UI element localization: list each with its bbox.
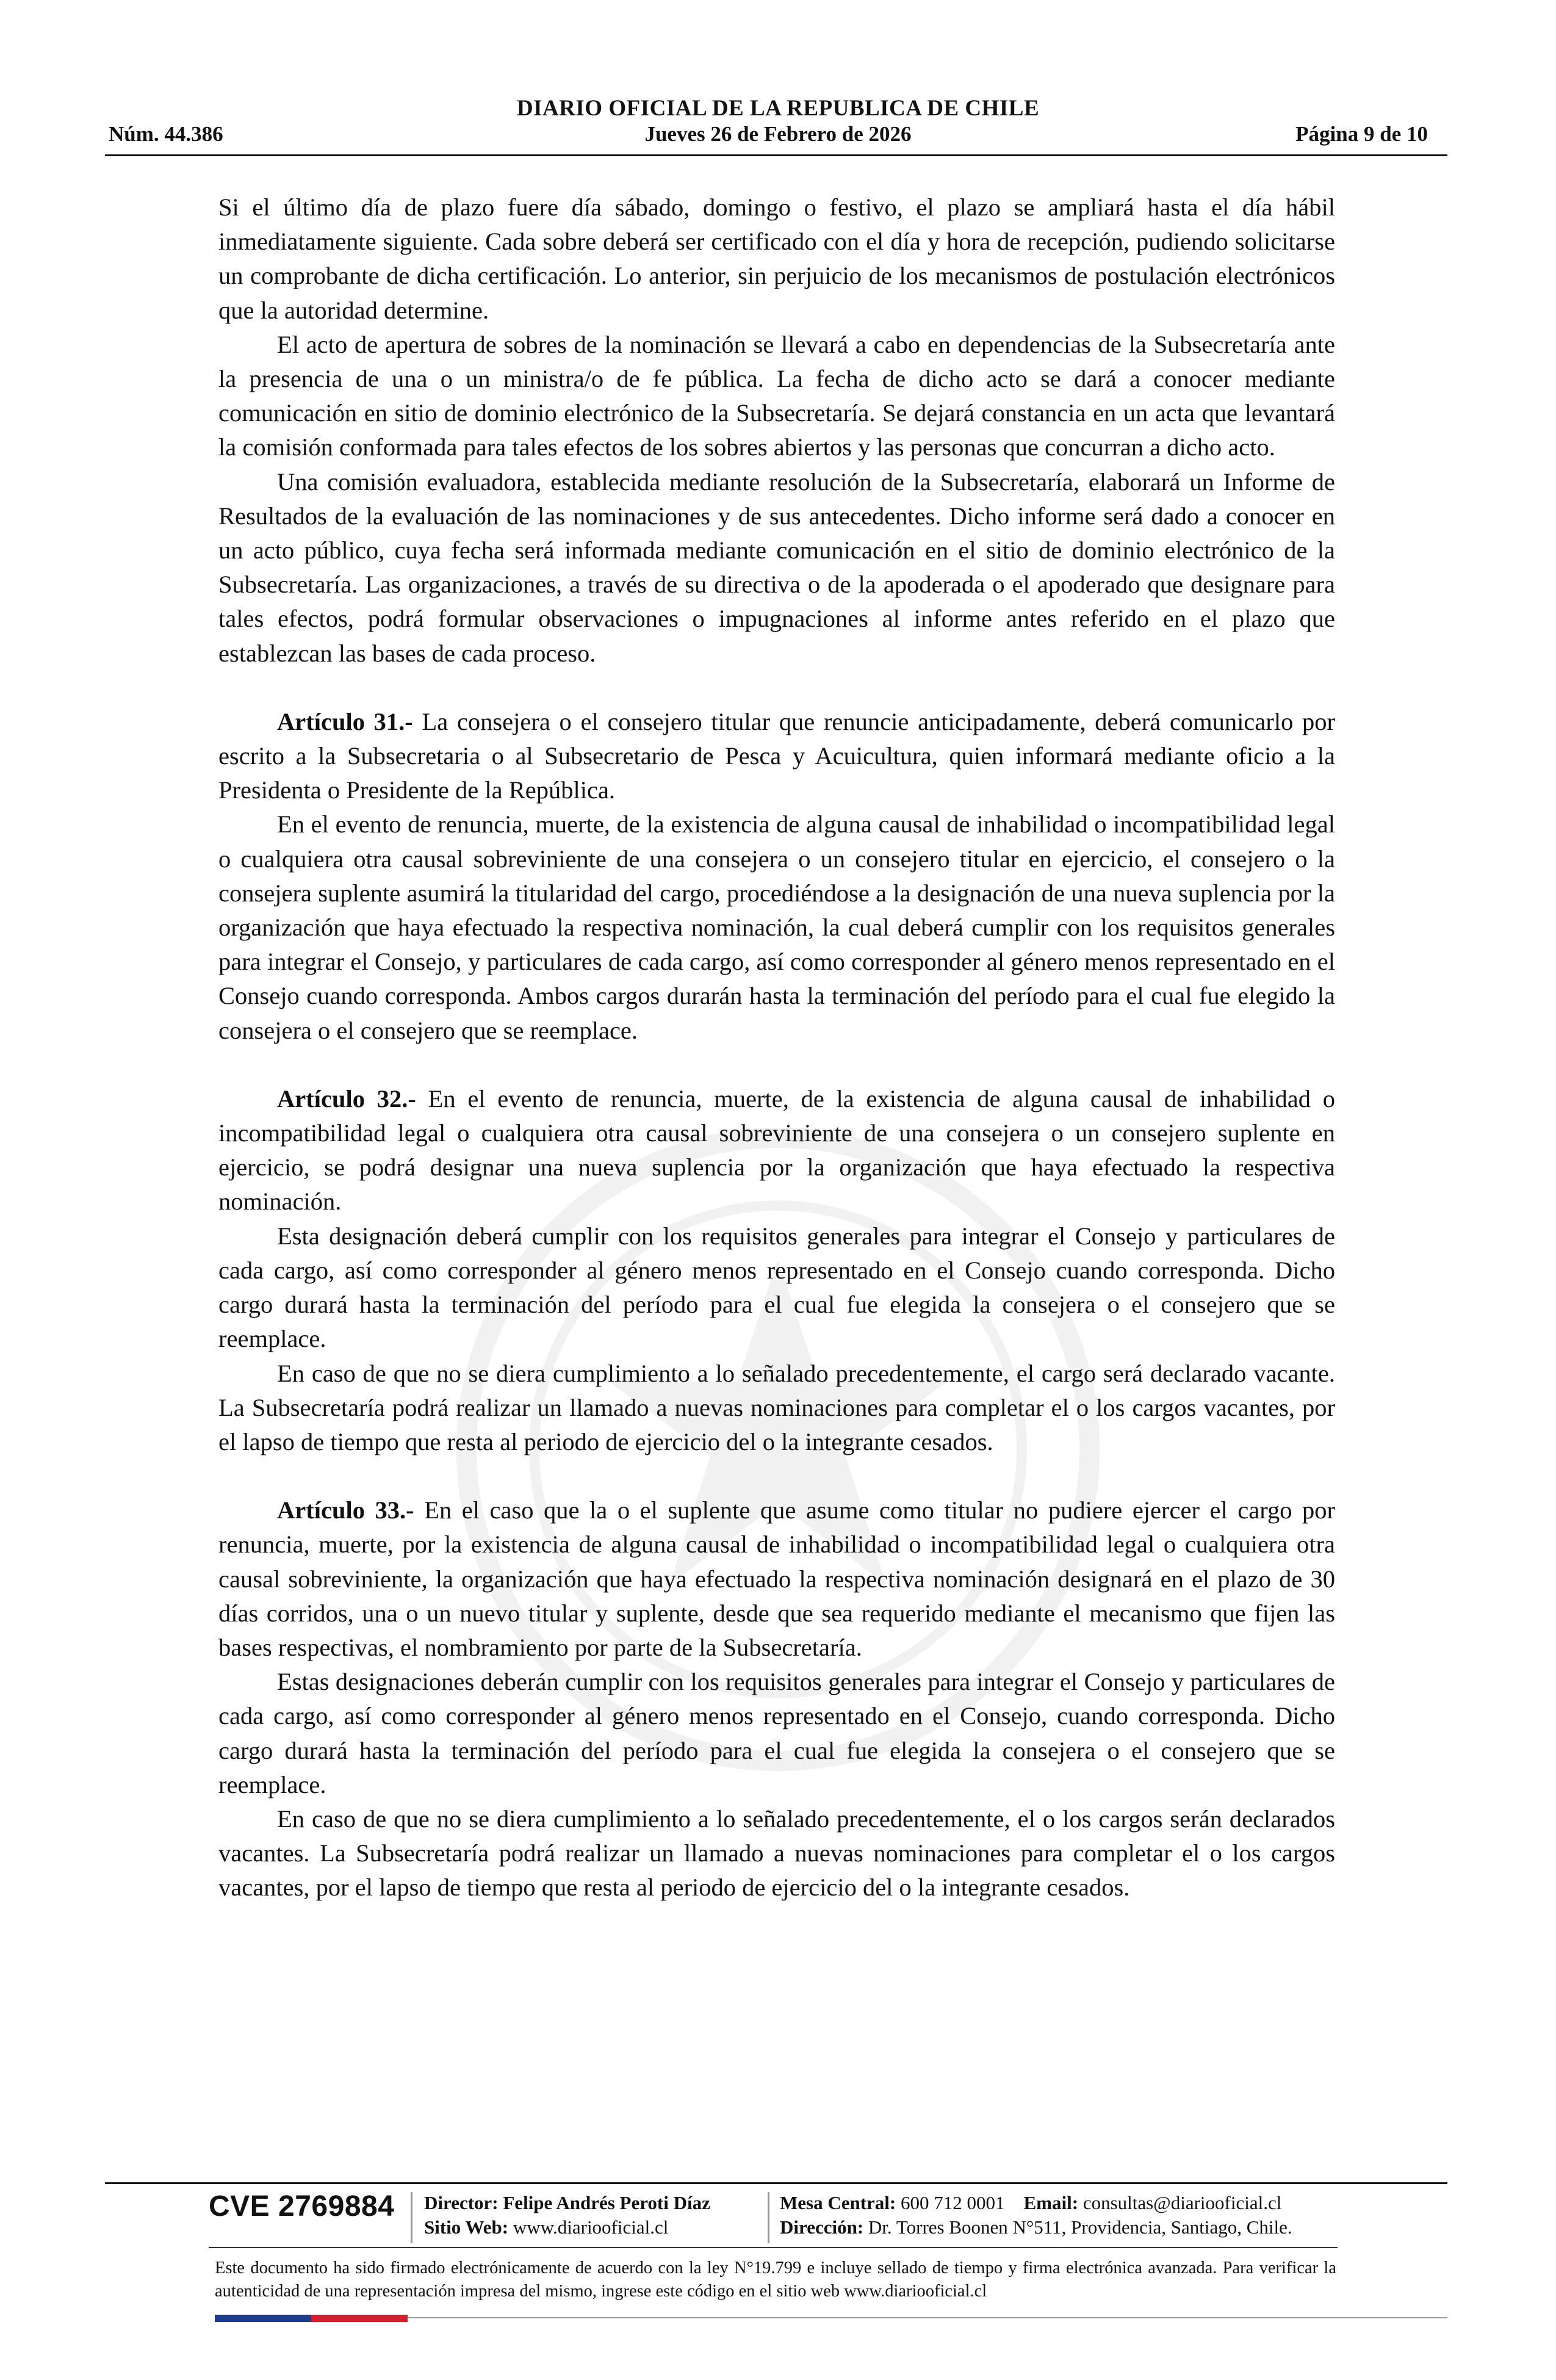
- paragraph: Estas designaciones deberán cumplir con los requisitos generales para integrar el Consejo y particulares de cada cargo, así como corresponder al género menos representado en el Consejo, cuando corresponda. Dicho cargo durará hasta la terminación del período para el cual fue elegida la consejera o el consejero que se reemplace.: [218, 1668, 1335, 1798]
- footer-divider: [209, 2247, 1338, 2248]
- article-title: Artículo 31.-: [277, 707, 413, 735]
- article-33: [218, 1493, 1335, 1665]
- director-label: Director:: [424, 2192, 499, 2213]
- paragraph: Esta designación deberá cumplir con los requisitos generales para integrar el Consejo y particulares de cada cargo, así como corresponder al género menos representado en el Consejo cuando corresponda. Dicho cargo durará hasta la terminación del período para el cual fue elegida la consejera o el consejero que se reemplace.: [218, 1222, 1335, 1353]
- document-body: [218, 190, 1335, 1905]
- email-label: Email:: [1023, 2192, 1079, 2213]
- footer-contact-block: [780, 2191, 1292, 2240]
- footer-divider: [105, 2182, 1447, 2184]
- website-link[interactable]: www.diariooficial.cl: [513, 2216, 669, 2238]
- address-text: Dr. Torres Boonen N°511, Providencia, Santiago, Chile.: [868, 2216, 1292, 2238]
- website-label: Sitio Web:: [424, 2216, 509, 2238]
- paragraph: Si el último día de plazo fuere día sábado, domingo o festivo, el plazo se ampliará hasta el día hábil inmediatamente siguiente. Cada sobre deberá ser certificado con el día y hora de recepción, pudiendo solicitarse un comprobante de dicha certificación. Lo anterior, sin perjuicio de los mecanismos de postulación electrónicos que la autoridad determine.: [218, 193, 1335, 324]
- email-link[interactable]: consultas@diariooficial.cl: [1082, 2192, 1282, 2213]
- footer-separator: [411, 2192, 412, 2243]
- cve-code: CVE 2769884: [209, 2190, 395, 2223]
- issue-date: Jueves 26 de Febrero de 2026: [644, 122, 912, 146]
- article-text: En el evento de renuncia, muerte, de la existencia de alguna causal de inhabilidad o incompatibilidad legal o cualquiera otra causal sobreviniente de una consejera o un consejero suplente en ejercicio, se podrá designar una nueva suplencia por la organización que haya efectuado la respectiva nominación.: [218, 1084, 1336, 1216]
- paragraph: Una comisión evaluadora, establecida mediante resolución de la Subsecretaría, elaborará un Informe de Resultados de la evaluación de las nominaciones y de sus antecedentes. Dicho informe será dado a conocer en un acto público, cuya fecha será informada mediante comunicación en el sitio de dominio electrónico de la Subsecretaría. Las organizaciones, a través de su directiva o de la apoderada o el apoderado que designare para tales efectos, podrá formular observaciones o impugnaciones al informe antes referido en el plazo que establezcan las bases de cada proceso.: [218, 467, 1335, 667]
- paragraph: El acto de apertura de sobres de la nominación se llevará a cabo en dependencias de la Subsecretaría ante la presencia de una o un ministra/o de fe pública. La fecha de dicho acto se dará a conocer mediante comunicación en sitio de dominio electrónico de la Subsecretaría. Se dejará constancia en un acta que levantará la comisión conformada para tales efectos de los sobres abiertos y las personas que concurran a dicho acto.: [218, 330, 1335, 461]
- footer-separator: [768, 2192, 769, 2243]
- article-31: [218, 705, 1335, 808]
- director-name: Felipe Andrés Peroti Díaz: [503, 2192, 710, 2213]
- flag-blue-segment: [215, 2315, 311, 2322]
- article-32: [218, 1082, 1335, 1219]
- publication-title: DIARIO OFICIAL DE LA REPUBLICA DE CHILE: [516, 96, 1040, 121]
- phone-number: 600 712 0001: [901, 2192, 1005, 2213]
- article-title: Artículo 32.-: [277, 1084, 416, 1112]
- footer-bottom-line: [408, 2317, 1447, 2318]
- article-title: Artículo 33.-: [277, 1496, 414, 1524]
- paragraph: En caso de que no se diera cumplimiento a lo señalado precedentemente, el o los cargos serán declarados vacantes. La Subsecretaría podrá realizar un llamado a nuevas nominaciones para completar el o los cargos vacantes, por el lapso de tiempo que resta al periodo de ejercicio del o la integrante cesados.: [218, 1805, 1335, 1902]
- signature-disclaimer: Este documento ha sido firmado electrónicamente de acuerdo con la ley N°19.799 e incluye sellado de tiempo y firma electrónica avanzada. Para verificar la autenticidad de una representación impresa del mismo, ingrese este código en el sitio web www.diariooficial.cl: [215, 2259, 1336, 2301]
- article-text: En el caso que la o el suplente que asume como titular no pudiere ejercer el cargo por renuncia, muerte, por la existencia de alguna causal de inhabilidad o incompatibilidad legal o cualquiera otra causal sobreviniente, la organización que haya efectuado la respectiva nominación designará en el plazo de 30 días corridos, una o un nuevo titular y suplente, desde que sea requerido mediante el mecanismo que fijen las bases respectivas, el nombramiento por parte de la Subsecretaría.: [218, 1496, 1336, 1661]
- article-text: La consejera o el consejero titular que renuncie anticipadamente, deberá comunicarlo por escrito a la Subsecretaria o al Subsecretario de Pesca y Acuicultura, quien informará mediante oficio a la Presidenta o Presidente de la República.: [218, 707, 1336, 804]
- paragraph: En el evento de renuncia, muerte, de la existencia de alguna causal de inhabilidad o incompatibilidad legal o cualquiera otra causal sobreviniente de una consejera o un consejero titular en ejercicio, el consejero o la consejera suplente asumirá la titularidad del cargo, procediéndose a la designación de una nueva suplencia por la organización que haya efectuado la respectiva nominación, la cual deberá cumplir con los requisitos generales para integrar el Consejo, y particulares de cada cargo, así como corresponder al género menos representado en el Consejo cuando corresponda. Ambos cargos durarán hasta la terminación del período para el cual fue elegido la consejera o el consejero que se reemplace.: [218, 810, 1335, 1044]
- issue-number: Núm. 44.386: [109, 122, 223, 146]
- flag-color-bar: [215, 2315, 408, 2322]
- phone-label: Mesa Central:: [780, 2192, 896, 2213]
- page-indicator: Página 9 de 10: [1295, 122, 1428, 146]
- paragraph: En caso de que no se diera cumplimiento a lo señalado precedentemente, el cargo será declarado vacante. La Subsecretaría podrá realizar un llamado a nuevas nominaciones para completar el o los cargos vacantes, por el lapso de tiempo que resta al periodo de ejercicio del o la integrante cesados.: [218, 1359, 1335, 1455]
- address-label: Dirección:: [780, 2216, 864, 2238]
- header-divider: [105, 154, 1447, 156]
- flag-red-segment: [311, 2315, 408, 2322]
- footer-director-block: [424, 2191, 710, 2240]
